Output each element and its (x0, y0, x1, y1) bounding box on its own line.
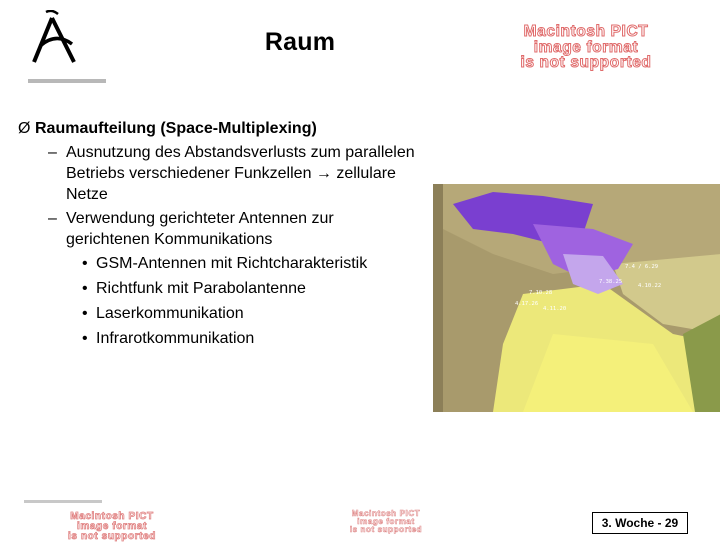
sub-list-item (18, 253, 418, 274)
map-label: 4.17.26 (515, 301, 539, 307)
pict-placeholder-bottom-mid: Macintosh PICT image format is not supported (349, 509, 423, 534)
dot-marker: • (82, 330, 88, 347)
bottom-rule (24, 500, 102, 503)
arrow-bullet-icon: Ø (18, 120, 31, 137)
sub-list-item-text: Richtfunk mit Parabolantenne (96, 280, 306, 297)
sub-list-item-text: Laserkommunikation (96, 305, 244, 322)
dash-marker: – (48, 210, 57, 227)
heading-text: Raumaufteilung (Space-Multiplexing) (35, 120, 317, 137)
map-label: 7.4 / 6.29 (625, 264, 659, 270)
dash-marker: – (48, 144, 57, 161)
slide-body (18, 118, 418, 353)
sub-list-item-text: GSM-Antennen mit Richtcharakteristik (96, 255, 368, 272)
list-item (18, 142, 418, 205)
dot-marker: • (82, 305, 88, 322)
pict-placeholder-bottom-left: Macintosh PICT image format is not supported (68, 511, 156, 542)
map-edge (433, 184, 443, 412)
map-label: 7.10.28 (529, 290, 553, 296)
map-label: 7.38.25 (599, 279, 623, 285)
dot-marker: • (82, 280, 88, 297)
pict-placeholder-top: Macintosh PICT image format is not supported (520, 23, 652, 71)
list-item-text: Ausnutzung des Abstandsverlusts zum parallelen Betriebs verschiedener Funkzellen → zellulare Netze (66, 144, 415, 203)
slide-title: Raum (264, 28, 336, 56)
dot-marker: • (82, 255, 88, 272)
cell-coverage-map (433, 184, 720, 412)
slide-footer: 3. Woche - 29 (592, 512, 688, 534)
list-item-text: Verwendung gerichteter Antennen zur gerichtenen Kommunikations (66, 210, 334, 248)
sub-list-item (18, 328, 418, 349)
list-item (18, 208, 418, 250)
logo-rule (28, 79, 106, 83)
sub-list-item-text: Infrarotkommunikation (96, 330, 255, 347)
bullet-heading (18, 118, 418, 139)
map-label: 4.11.20 (543, 306, 567, 312)
sub-list-item (18, 278, 418, 299)
sub-list-item (18, 303, 418, 324)
map-label: 4.10.22 (638, 283, 662, 289)
